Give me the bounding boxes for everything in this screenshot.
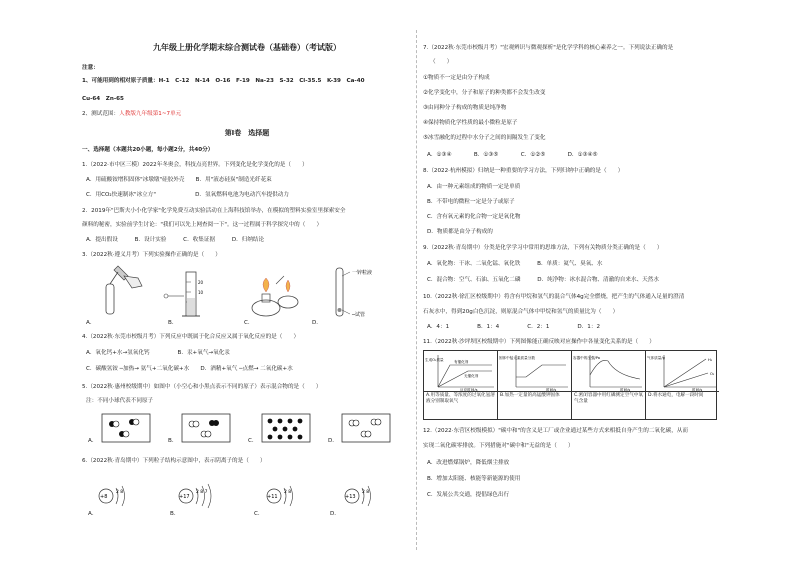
q3-label-tube: ─试管 [352, 312, 366, 318]
q3-figure-a [106, 266, 142, 314]
q2-stem-2: 颜料的秘密，实验前学生讨论："我们可以先上网查阅一下"。这一过程属于科学探究中的（ ） [82, 222, 323, 228]
svg-text:固体中锰元素质量分数: 固体中锰元素质量分数 [499, 356, 535, 360]
svg-text:反应时间/s: 反应时间/s [460, 388, 478, 391]
part-heading: 一、选择题（本题共20小题，每小题2分，共40分） [82, 147, 214, 153]
svg-text:时间/s: 时间/s [546, 388, 557, 391]
svg-text:有催化剂: 有催化剂 [454, 360, 469, 364]
svg-text:2 8 7: 2 8 7 [196, 490, 208, 495]
q11-graph-table [423, 350, 717, 420]
q6-atom-c [267, 486, 293, 506]
q3-opt-b: B． [168, 320, 178, 326]
svg-text:时间/s: 时间/s [620, 388, 631, 391]
svg-text:2 8: 2 8 [284, 490, 292, 495]
svg-text:时间/s: 时间/s [692, 388, 703, 391]
svg-text:+8: +8 [100, 494, 108, 500]
q3-figure-d [336, 268, 350, 316]
q6-atom-b [179, 484, 211, 508]
svg-text:+13: +13 [345, 494, 356, 500]
q6-stem: 6.（2022秋·青岛期中）下列粒子结构示意图中，表示阴离子的是（ ） [82, 458, 266, 464]
q4-opt-ab: A．氧化钙+水→氢氧化钙 B．汞+氧气→氧化汞 [86, 350, 230, 356]
q12-stem-2: 实现二氧化碳零排放。下列措施对"碳中和"无益的是（ ） [423, 443, 574, 449]
q10-options: A．4：1 B．1：4 C．2：1 D．1：2 [427, 324, 601, 330]
q7-item-1: ①物质不一定是由分子构成 [423, 75, 490, 81]
q11-desc-d: D.将水通电，电解一段时间 [648, 393, 704, 398]
q11-cell-a [424, 351, 498, 419]
svg-text:H₂: H₂ [708, 358, 713, 362]
q12-stem: 12.（2022·东营区校级模拟）"碳中和"的含义是工厂或企业通过某些方式来相抵自身产生的二氧化碳，从而 [423, 428, 688, 434]
q11-desc-b: B.加热一定量的高锰酸钾固体 [500, 393, 560, 398]
q3-opt-a: A． [86, 320, 96, 326]
q11-stem: 11.（2022秋·沙坪坝区校级期中）下列图像能正确反映对应操作中各量变化关系的是（ ） [423, 339, 655, 345]
q6-opt-a: A． [88, 511, 98, 517]
q6-atom-a [99, 486, 125, 506]
svg-text:气体质量/g: 气体质量/g [647, 356, 665, 360]
q7-item-2: ②化学变化中，分子和原子的种类都不会发生改变 [423, 90, 546, 96]
notice-1b: Cu-64 Zn-65 [82, 96, 124, 102]
q2-options: A．提出假设 B．设计实验 C．收集证据 D．归纳结论 [86, 237, 265, 243]
q1-stem: 1.（2022·市中区三模）2022年冬奥会，科技点亮世界。下列变化是化学变化的是（ ） [82, 162, 308, 168]
q9-stem: 9.（2022秋·青岛期中）分类是化学学习中常用的思维方法，下列有关物质分类正确的是（ ） [423, 245, 663, 251]
q8-opt-d: D．物质都是由分子构成的 [427, 229, 493, 235]
q8-opt-b: B．不带电的微粒一定是分子或原子 [427, 199, 515, 205]
q5-opt-c: C． [248, 438, 258, 444]
q6-atom-d [345, 486, 371, 506]
q2-stem: 2．2019年"巴斯夫小小化学家"化学免费互动实验活动在上海科技馆举办，在模拟的塑料实验室里探索安全 [82, 208, 346, 214]
q5-stem: 5.（2022秋·惠州校级期中）如图中（小空心和小黑点表示不同的原子）表示混合物的是（ ） [82, 384, 322, 390]
q11-cell-d [646, 351, 719, 419]
q1-opt-cd: C．用CO₂快速制冰"冰立方" D．氢氧燃料电池为电动汽车提供动力 [86, 192, 289, 198]
q8-stem: 8.（2022·杭州模拟）归纳是一种重要的学习方法，下列归纳中正确的是（ ） [423, 168, 624, 174]
q5-box-d [342, 414, 390, 442]
q3-opt-c: C． [244, 320, 254, 326]
q11-cell-c [572, 351, 646, 419]
q10-stem-2: 石灰水中，得到20g白色沉淀，则原混合气体中甲烷和氢气的质量比为（ ） [423, 309, 619, 315]
q12-opt-b: B．增加太阳能、核能等新能源的使用 [427, 476, 521, 482]
q7-stem-2: （ ） [430, 59, 453, 65]
q6-opt-c: C． [254, 511, 264, 517]
section-title: 第Ⅰ卷 选择题 [224, 129, 270, 137]
svg-text:O₂: O₂ [710, 372, 715, 376]
q3-figure-c [252, 276, 298, 316]
q11-desc-a: A.用等质量、等浓度的过氧化氢溶液分别制取氧气 [426, 393, 495, 404]
q6-opt-d: D． [330, 511, 340, 517]
q3-stem: 3.（2022秋·遵义月考）下列实验操作正确的是（ ） [82, 252, 221, 258]
q12-opt-a: A．改进燃煤锅炉，降低烟尘排放 [427, 460, 510, 466]
notice-range: 人教版九年级第1~7单元 [119, 111, 182, 117]
q12-opt-c: C．发展公共交通，提倡绿色出行 [427, 492, 510, 498]
q7-item-5: ⑤冰雪融化的过程中水分子之间的间隔发生了变化 [423, 135, 546, 141]
q3-figure-b [164, 272, 204, 316]
notice-2: 2、测试范围：人教版九年级第1~7单元 [82, 111, 182, 117]
notice-1: 1、可能用到的相对原子质量：H-1 C-12 N-14 O-16 F-19 Na-23 S-32 Cl-35.5 K-39 Ca-40 [82, 78, 365, 84]
q10-stem: 10.（2022秋·徐汇区校级期中）将含有甲烷和氢气的混合气体4g完全燃烧，把产生的气体通入足量的澄清 [423, 294, 685, 300]
q8-opt-a: A．由一种元素组成的物质一定是单质 [427, 184, 521, 190]
svg-text:无催化剂: 无催化剂 [464, 374, 479, 378]
q5-box-c [262, 414, 310, 442]
q8-opt-c: C．含有氧元素的化合物一定是氧化物 [427, 214, 521, 220]
q6-opt-b: B． [170, 511, 180, 517]
q9-opt-ab: A．氧化物：干冰、二氧化锰、氧化铁 B．单质：氦气、臭氧、水 [427, 261, 603, 267]
q11-cell-b [498, 351, 572, 419]
q5-box-b [182, 414, 230, 442]
q6-figures [86, 474, 414, 514]
svg-text:生成O₂质量: 生成O₂质量 [425, 358, 444, 362]
q5-box-a [102, 414, 150, 442]
svg-text:+17: +17 [179, 494, 190, 500]
q11-desc-c: C.密闭容器中用红磷测定空气中氧气含量 [574, 393, 643, 404]
q4-stem: 4.（2022秋·东莞市校级月考）下列反应中既属于化合反应又属于氧化反应的是（ ） [82, 334, 300, 340]
q3-opt-d: D． [312, 320, 322, 326]
notice-label: 注意： [82, 65, 99, 71]
svg-text:10: 10 [198, 290, 204, 295]
svg-text:+11: +11 [267, 494, 278, 500]
q5-note: 注：不同小球代表不同原子 [86, 398, 154, 404]
q7-item-3: ③由同种分子构成的物质是纯净物 [423, 105, 507, 111]
q9-opt-cd: C．混合物：空气、石油、五氧化二磷 D．纯净物：冰水混合物、清澈的自来水、天然水 [427, 277, 659, 283]
svg-text:2 8: 2 8 [362, 490, 370, 495]
page-title: 九年级上册化学期末综合测试卷（基础卷）（考试版） [153, 43, 341, 52]
svg-text:20: 20 [198, 280, 204, 285]
svg-text:2 8: 2 8 [116, 490, 124, 495]
q4-opt-cd: C．碳酸氢铵 ─加热→ 氨气+二氧化碳+水 D．酒精+氧气 ─点燃→ 二氧化碳+水 [86, 366, 293, 372]
q7-stem: 7.（2022秋·东莞市校级月考）"宏观辨识与微观探析"是化学学科的核心素养之一。下列说法正确的是 [423, 45, 674, 51]
q5-opt-a: A． [88, 438, 98, 444]
svg-text:容器中的压强/Pa: 容器中的压强/Pa [573, 356, 600, 360]
q1-opt-ab: A．用硫酸铵增积固体"冰墩墩"硅胶外壳 B．用"液态硅炭"制造光纤花束 [86, 177, 272, 183]
q3-label-zinc: 一锌粒液 [352, 270, 373, 276]
q5-opt-d: D． [328, 438, 338, 444]
q7-options: A．①③④ B．①③⑤ C．①②⑤ D．①③④⑤ [427, 152, 598, 158]
q7-item-4: ④保持物质化学性质的最小微粒是原子 [423, 120, 518, 126]
q5-opt-b: B． [168, 438, 178, 444]
